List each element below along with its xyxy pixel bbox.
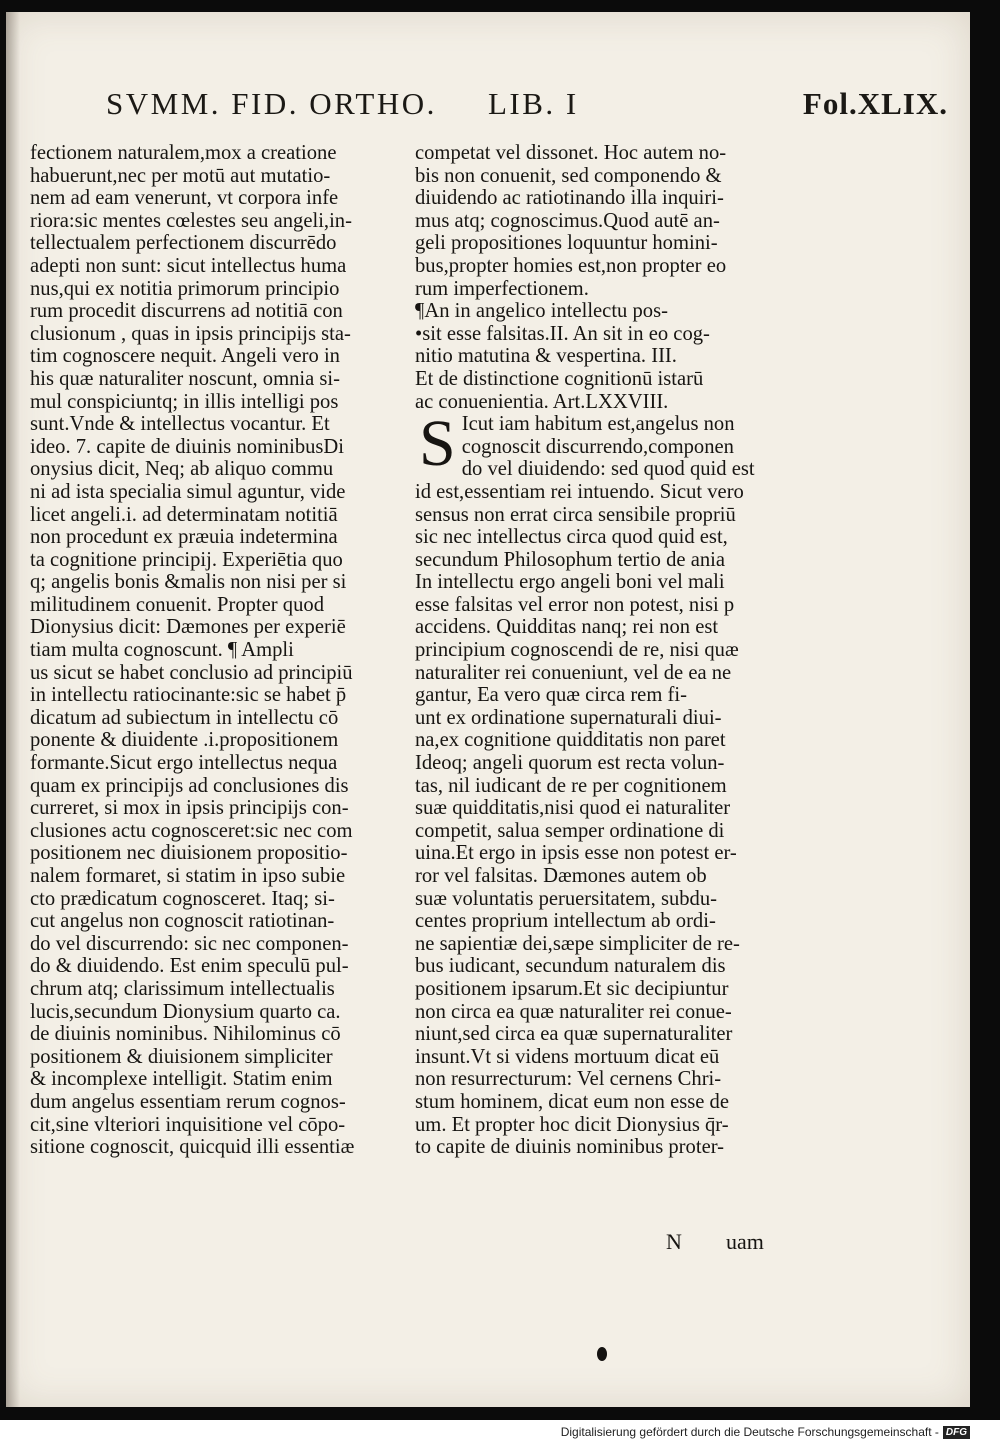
text-line: na,ex cognitione quidditatis non paret bbox=[415, 729, 726, 752]
text-line: ideo. 7. capite de diuinis nominibusDi bbox=[30, 435, 345, 458]
text-line: chrum atq; clarissimum intellectualis bbox=[30, 977, 335, 1000]
text-line: competit, salua semper ordinatione di bbox=[415, 819, 725, 842]
dfg-logo: DFG bbox=[943, 1426, 970, 1439]
text-line: Et de distinctione cognitionū istarū bbox=[415, 367, 704, 390]
right-text-column bbox=[415, 142, 792, 1159]
text-line: his quæ naturaliter noscunt, omnia si- bbox=[30, 367, 341, 390]
text-line: quam ex principijs ad conclusiones dis bbox=[30, 774, 349, 797]
text-line: stum hominem, dicat eum non esse de bbox=[415, 1090, 729, 1113]
ink-dot bbox=[597, 1347, 607, 1361]
text-line: suæ quidditatis,nisi quod ei naturaliter bbox=[415, 797, 731, 820]
header-book-number: LIB. I bbox=[488, 86, 579, 121]
text-line: non resurrecturum: Vel cernens Chri- bbox=[415, 1068, 722, 1091]
text-line: militudinem conuenit. Propter quod bbox=[30, 593, 324, 616]
text-line: suæ voluntatis peruersitatem, subdu- bbox=[415, 887, 717, 910]
text-line: competat vel dissonet. Hoc autem no- bbox=[415, 142, 727, 164]
text-line: sic nec intellectus circa quod quid est, bbox=[415, 526, 728, 549]
text-line: um. Et propter hoc dicit Dionysius q̄r- bbox=[415, 1113, 729, 1136]
text-line: habuerunt,nec per motū aut mutatio- bbox=[30, 164, 331, 187]
text-line: mul conspiciuntq; in illis intelligi pos bbox=[30, 390, 339, 413]
text-line: tiam multa cognoscunt. ¶ Ampli bbox=[30, 639, 294, 662]
text-line: ni ad ista specialia simul aguntur, vide bbox=[30, 480, 346, 503]
text-line: adepti non sunt: sicut intellectus huma bbox=[30, 254, 347, 277]
left-text-column bbox=[30, 142, 405, 1159]
text-line: bis non conuenit, sed componendo & bbox=[415, 164, 722, 187]
text-line: ne sapientiæ dei,sæpe simpliciter de re- bbox=[415, 932, 740, 955]
text-line: sitione cognoscit, quicquid illi essentiæ bbox=[30, 1136, 355, 1159]
footer-credit-text: Digitalisierung gefördert durch die Deutsche Forschungsgemeinschaft - bbox=[560, 1425, 939, 1439]
text-line: nalem formaret, si statim in ipso subie bbox=[30, 865, 346, 887]
header-title: SVMM. FID. ORTHO. bbox=[106, 86, 437, 121]
text-line: licet angeli.i. ad determinatam notitiā bbox=[30, 503, 338, 526]
text-line: sunt.Vnde & intellectus vocantur. Et bbox=[30, 413, 330, 436]
text-line: non procedunt ex præuia indetermina bbox=[30, 526, 338, 549]
text-line: cit,sine vlteriori inquisitione vel cōpo- bbox=[30, 1113, 346, 1136]
text-line: naturaliter rei conueniunt, vel de ea ne bbox=[415, 661, 732, 684]
text-line: riora:sic mentes cœlestes seu angeli,in- bbox=[30, 209, 352, 232]
text-line: cognoscit discurrendo,componen bbox=[461, 435, 734, 458]
text-line: q; angelis bonis &malis non nisi per si bbox=[30, 571, 347, 594]
text-line: gantur, Ea vero quæ circa rem fi- bbox=[415, 684, 687, 707]
text-line: clusiones actu cognosceret:sic nec com bbox=[30, 819, 353, 842]
dropcap-block bbox=[415, 407, 792, 481]
book-page bbox=[6, 12, 970, 1407]
text-line: nem ad eam venerunt, vt corpora infe bbox=[30, 187, 339, 210]
text-line: tellectualem perfectionem discurrēdo bbox=[30, 232, 337, 255]
text-line: cto prædicatum cognosceret. Itaq; si- bbox=[30, 887, 335, 910]
text-line: rum imperfectionem. bbox=[415, 277, 589, 300]
text-line: ac conuenientia. Art.LXXVIII. bbox=[415, 390, 669, 413]
text-line: tas, nil iudicant de re per cognitionem bbox=[415, 774, 727, 797]
text-line: secundum Philosophum tertio de ania bbox=[415, 548, 726, 571]
text-line: geli propositiones loquuntur homini- bbox=[415, 232, 718, 255]
text-line: id est,essentiam rei intuendo. Sicut vero bbox=[415, 480, 744, 503]
text-line: sensus non errat circa sensibile propriū bbox=[415, 503, 736, 526]
text-line: •sit esse falsitas.II. An sit in eo cog- bbox=[415, 322, 710, 345]
text-line: accidens. Quidditas nanq; rei non est bbox=[415, 616, 719, 639]
text-line: niunt,sed circa ea quæ supernaturaliter bbox=[415, 1023, 733, 1046]
text-line: esse falsitas vel error non potest, nisi p bbox=[415, 593, 735, 616]
text-line: onysius dicit, Neq; ab aliquo commu bbox=[30, 458, 334, 481]
text-line: nus,qui ex notitia primorum principio bbox=[30, 277, 340, 300]
text-line: insunt.Vt si videns mortuum dicat eū bbox=[415, 1045, 720, 1068]
text-line: unt ex ordinatione supernaturali diui- bbox=[415, 706, 722, 729]
text-line: cut angelus non cognoscit ratiotinan- bbox=[30, 910, 335, 933]
text-line: lucis,secundum Dionysium quarto ca. bbox=[30, 1000, 341, 1023]
text-line: Ideoq; angeli quorum est recta volun- bbox=[415, 752, 725, 775]
text-line: ponente & diuidente .i.propositionem bbox=[30, 729, 339, 752]
text-line: do vel diuidendo: sed quod quid est bbox=[461, 458, 755, 481]
text-line: dicatum ad subiectum in intellectu cō bbox=[30, 706, 339, 729]
text-line: do vel discurrendo: sic nec componen- bbox=[30, 932, 349, 955]
folio-number: Fol.XLIX. bbox=[802, 86, 948, 121]
text-line: us sicut se habet conclusio ad principiū bbox=[30, 661, 353, 684]
text-line: in intellectu ratiocinante:sic se habet p̄ bbox=[30, 684, 347, 707]
text-line: de diuinis nominibus. Nihilominus cō bbox=[30, 1023, 341, 1046]
text-line: bus iudicant, secundum naturalem dis bbox=[415, 955, 726, 978]
text-line: tim cognoscere nequit. Angeli vero in bbox=[30, 345, 340, 368]
text-line: nitio matutina & vespertina. III. bbox=[415, 345, 677, 368]
text-line: principium cognoscendi de re, nisi quæ bbox=[415, 639, 739, 662]
text-line: ror vel falsitas. Dæmones autem ob bbox=[415, 865, 707, 887]
text-line: Dionysius dicit: Dæmones per experiē bbox=[30, 616, 346, 639]
catchword: uam bbox=[726, 1229, 764, 1254]
text-line: dum angelus essentiam rerum cognos- bbox=[30, 1090, 346, 1113]
text-line: formante.Sicut ergo intellectus nequa bbox=[30, 752, 338, 775]
text-line: clusionum , quas in ipsis principijs sta- bbox=[30, 322, 351, 345]
running-header bbox=[106, 86, 948, 132]
text-line: curreret, si mox in ipsis principijs con- bbox=[30, 797, 349, 820]
text-line: positionem nec diuisionem propositio- bbox=[30, 842, 348, 865]
text-line: In intellectu ergo angeli boni vel mali bbox=[415, 571, 725, 594]
text-line: mus atq; cognoscimus.Quod autē an- bbox=[415, 209, 720, 232]
text-line: ¶An in angelico intellectu pos- bbox=[415, 300, 668, 323]
text-line: non circa ea quæ naturaliter rei conue- bbox=[415, 1000, 732, 1023]
text-line: centes proprium intellectum ab ordi- bbox=[415, 910, 716, 933]
text-line: fectionem naturalem,mox a creatione bbox=[30, 142, 337, 164]
text-line: ta cognitione principij. Experiētia quo bbox=[30, 548, 343, 571]
dropcap-initial: S bbox=[419, 407, 456, 481]
text-line: positionem & diuisionem simpliciter bbox=[30, 1045, 333, 1068]
digitization-footer bbox=[561, 1424, 970, 1440]
text-line: rum procedit discurrens ad notitiā con bbox=[30, 300, 343, 323]
text-line: do & diuidendo. Est enim speculū pul- bbox=[30, 955, 349, 978]
text-line: to capite de diuinis nominibus proter- bbox=[415, 1136, 725, 1159]
text-line: uina.Et ergo in ipsis esse non potest er- bbox=[415, 842, 737, 865]
signature-mark: N bbox=[666, 1229, 682, 1254]
text-line: bus,propter homies est,non propter eo bbox=[415, 254, 727, 277]
text-line: positionem ipsarum.Et sic decipiuntur bbox=[415, 977, 729, 1000]
text-line: diuidendo ac ratiotinando illa inquiri- bbox=[415, 187, 724, 210]
text-line: & incomplexe intelligit. Statim enim bbox=[30, 1068, 333, 1091]
text-line: Icut iam habitum est,angelus non bbox=[461, 413, 735, 436]
